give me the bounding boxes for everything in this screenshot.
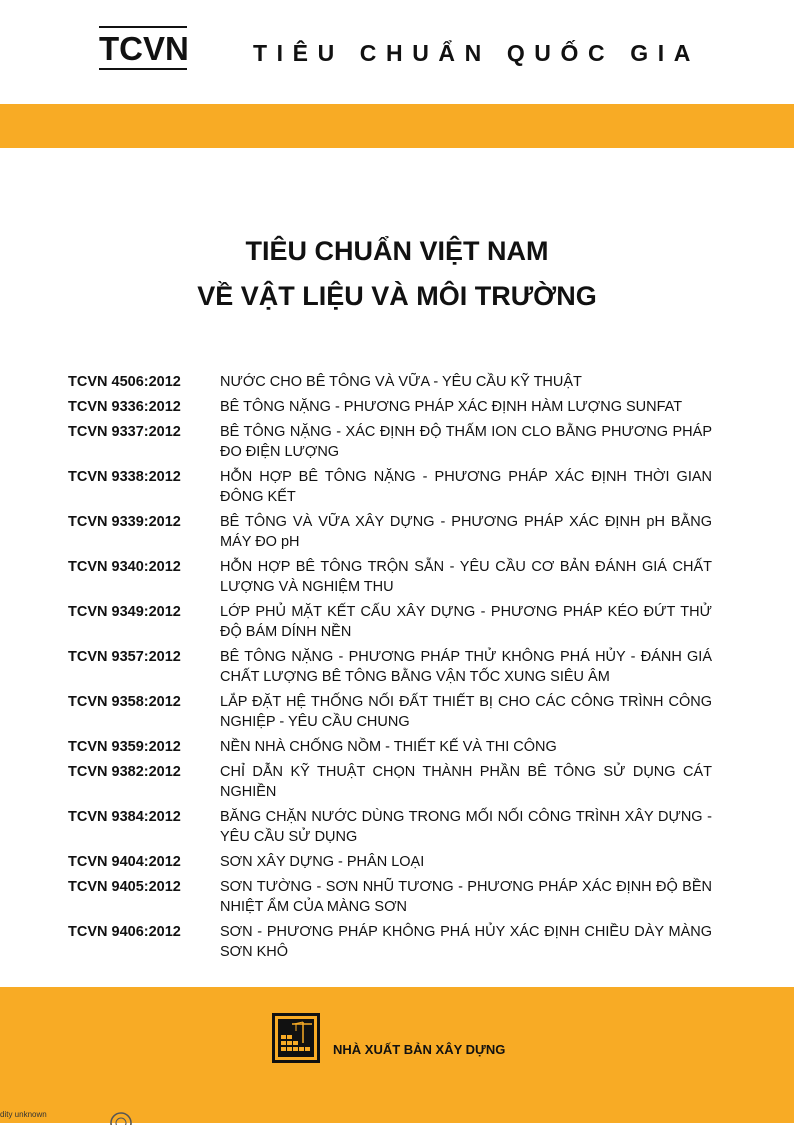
standard-title: LỚP PHỦ MẶT KẾT CẤU XÂY DỰNG - PHƯƠNG PHÁP KÉO ĐỨT THỬ ĐỘ BÁM DÍNH NỀN	[220, 604, 712, 640]
list-item	[68, 922, 712, 962]
standard-title: BÊ TÔNG NẶNG - XÁC ĐỊNH ĐỘ THẤM ION CLO BẰNG PHƯƠNG PHÁP ĐO ĐIỆN LƯỢNG	[220, 424, 712, 460]
national-standard-title: TIÊU CHUẨN QUỐC GIA	[253, 40, 700, 66]
list-item	[68, 737, 712, 757]
standard-code: TCVN 4506:2012	[68, 374, 181, 390]
standard-title: HỖN HỢP BÊ TÔNG NẶNG - PHƯƠNG PHÁP XÁC ĐỊNH THỜI GIAN ĐÔNG KẾT	[220, 469, 712, 505]
publisher-name: NHÀ XUẤT BẢN XÂY DỰNG	[333, 1042, 506, 1057]
standard-code: TCVN 9404:2012	[68, 854, 181, 870]
standard-title: HỖN HỢP BÊ TÔNG TRỘN SẴN - YÊU CẦU CƠ BẢN ĐÁNH GIÁ CHẤT LƯỢNG VÀ NGHIỆM THU	[220, 559, 712, 595]
standard-title: LẮP ĐẶT HỆ THỐNG NỐI ĐẤT THIẾT BỊ CHO CÁC CÔNG TRÌNH CÔNG NGHIỆP - YÊU CẦU CHUNG	[220, 694, 712, 730]
corner-note: dity unknown	[0, 1110, 47, 1119]
standard-title: NƯỚC CHO BÊ TÔNG VÀ VỮA - YÊU CẦU KỸ THUẬT	[220, 374, 582, 390]
standard-code: TCVN 9336:2012	[68, 399, 181, 415]
publisher-logo-icon	[272, 1013, 320, 1063]
standard-title: CHỈ DẪN KỸ THUẬT CHỌN THÀNH PHẦN BÊ TÔNG SỬ DỤNG CÁT NGHIỀN	[220, 764, 712, 800]
list-item	[68, 512, 712, 552]
standard-code: TCVN 9349:2012	[68, 604, 181, 620]
list-item	[68, 807, 712, 847]
list-item	[68, 602, 712, 642]
standard-code: TCVN 9338:2012	[68, 469, 181, 485]
list-item	[68, 557, 712, 597]
list-item	[68, 762, 712, 802]
standard-code: TCVN 9406:2012	[68, 924, 181, 940]
standard-title: BÊ TÔNG VÀ VỮA XÂY DỰNG - PHƯƠNG PHÁP XÁC ĐỊNH pH BẰNG MÁY ĐO pH	[220, 514, 712, 550]
standard-code: TCVN 9405:2012	[68, 879, 181, 895]
standard-title: BÊ TÔNG NẶNG - PHƯƠNG PHÁP THỬ KHÔNG PHÁ HỦY - ĐÁNH GIÁ CHẤT LƯỢNG BÊ TÔNG BẰNG VẬN TỐC XUNG SIÊU ÂM	[220, 649, 712, 685]
list-item	[68, 467, 712, 507]
list-item	[68, 372, 712, 392]
standard-title: BÊ TÔNG NẶNG - PHƯƠNG PHÁP XÁC ĐỊNH HÀM LƯỢNG SUNFAT	[220, 399, 683, 415]
list-item	[68, 852, 712, 872]
standards-list	[68, 372, 712, 967]
list-item	[68, 397, 712, 417]
standard-code: TCVN 9359:2012	[68, 739, 181, 755]
standard-code: TCVN 9339:2012	[68, 514, 181, 530]
list-item	[68, 422, 712, 462]
list-item	[68, 877, 712, 917]
standard-code: TCVN 9337:2012	[68, 424, 181, 440]
logo-text: TCVN	[99, 30, 189, 67]
standard-title: SƠN XÂY DỰNG - PHÂN LOẠI	[220, 854, 425, 870]
standard-code: TCVN 9358:2012	[68, 694, 181, 710]
tcvn-logo	[99, 26, 189, 70]
standard-code: TCVN 9340:2012	[68, 559, 181, 575]
list-item	[68, 647, 712, 687]
standard-code: TCVN 9382:2012	[68, 764, 181, 780]
main-title-line-2: VỀ VẬT LIỆU VÀ MÔI TRƯỜNG	[197, 281, 597, 311]
standard-title: NỀN NHÀ CHỐNG NỒM - THIẾT KẾ VÀ THI CÔNG	[220, 739, 557, 755]
main-title-line-1: TIÊU CHUẨN VIỆT NAM	[245, 236, 549, 266]
list-item	[68, 692, 712, 732]
logo-bottom-rule	[99, 68, 187, 70]
top-accent-band	[0, 104, 794, 148]
standard-code: TCVN 9384:2012	[68, 809, 181, 825]
logo-top-rule	[99, 26, 187, 28]
standard-title: BĂNG CHẶN NƯỚC DÙNG TRONG MỐI NỐI CÔNG TRÌNH XÂY DỰNG - YÊU CẦU SỬ DỤNG	[220, 809, 712, 845]
standard-code: TCVN 9357:2012	[68, 649, 181, 665]
standard-title: SƠN - PHƯƠNG PHÁP KHÔNG PHÁ HỦY XÁC ĐỊNH CHIỀU DÀY MÀNG SƠN KHÔ	[220, 924, 712, 960]
standard-title: SƠN TƯỜNG - SƠN NHŨ TƯƠNG - PHƯƠNG PHÁP XÁC ĐỊNH ĐỘ BỀN NHIỆT ẨM CỦA MÀNG SƠN	[220, 879, 712, 915]
